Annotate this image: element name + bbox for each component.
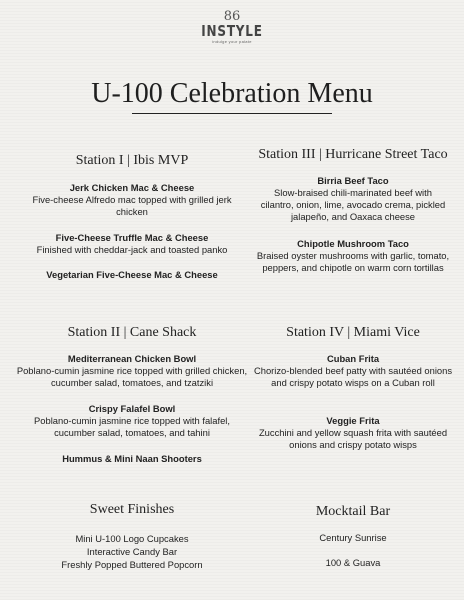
title-divider (132, 113, 332, 114)
menu-item-desc: Slow-braised chili-marinated beef with cilantro, onion, lime, avocado crema, pickled jalapeño, and Oaxaca cheese (260, 187, 446, 223)
menu-item-name: Vegetarian Five-Cheese Mac & Cheese (46, 269, 218, 280)
menu-item-name: Crispy Falafel Bowl (88, 403, 176, 414)
menu-item-name: Hummus & Mini Naan Shooters (62, 453, 202, 464)
menu-item-desc: Finished with cheddar-jack and toasted panko (36, 244, 228, 255)
station-1-heading: Station I | Ibis MVP (75, 153, 189, 168)
brand-name: INSTYLE (201, 22, 263, 40)
page-title: U-100 Celebration Menu (91, 78, 373, 109)
station-2-heading: Station II | Cane Shack (67, 325, 197, 340)
list-item: Century Sunrise (319, 532, 387, 543)
menu-item-name: Veggie Frita (326, 415, 380, 426)
list-item: Interactive Candy Bar (86, 546, 178, 557)
menu-item-name: Cuban Frita (326, 353, 380, 364)
menu-item-desc: Poblano-cumin jasmine rice topped with grilled chicken, cucumber salad, tomatoes, and tzatziki (16, 365, 248, 389)
mocktail-bar-heading: Mocktail Bar (315, 504, 391, 519)
menu-item-name: Jerk Chicken Mac & Cheese (69, 182, 195, 193)
menu-item-desc: Five-cheese Alfredo mac topped with grilled jerk chicken (32, 194, 232, 218)
menu-item-name: Chipotle Mushroom Taco (297, 238, 409, 249)
menu-item-desc: Zucchini and yellow squash frita with sautéed onions and crispy potato wisps (258, 427, 448, 451)
list-item: 100 & Guava (325, 557, 381, 568)
brand-tagline: indulge your palate (212, 39, 252, 44)
menu-item-name: Birria Beef Taco (317, 175, 389, 186)
station-3-heading: Station III | Hurricane Street Taco (258, 147, 448, 162)
station-4-heading: Station IV | Miami Vice (286, 325, 420, 340)
menu-item-desc: Braised oyster mushrooms with garlic, tomato, peppers, and chipotle on warm corn tortillas (256, 250, 450, 274)
menu-item-name: Five-Cheese Truffle Mac & Cheese (55, 232, 209, 243)
menu-item-desc: Chorizo-blended beef patty with sautéed onions and crispy potato wisps on a Cuban roll (253, 365, 453, 389)
brand-logo (0, 10, 464, 44)
menu-item-desc: Poblano-cumin jasmine rice topped with falafel, cucumber salad, tomatoes, and tahini (34, 415, 230, 439)
sweet-finishes-heading: Sweet Finishes (89, 502, 175, 517)
list-item: Freshly Popped Buttered Popcorn (61, 559, 203, 570)
brand-monogram: 86 (223, 9, 241, 24)
list-item: Mini U-100 Logo Cupcakes (75, 533, 189, 544)
menu-item-name: Mediterranean Chicken Bowl (67, 353, 197, 364)
